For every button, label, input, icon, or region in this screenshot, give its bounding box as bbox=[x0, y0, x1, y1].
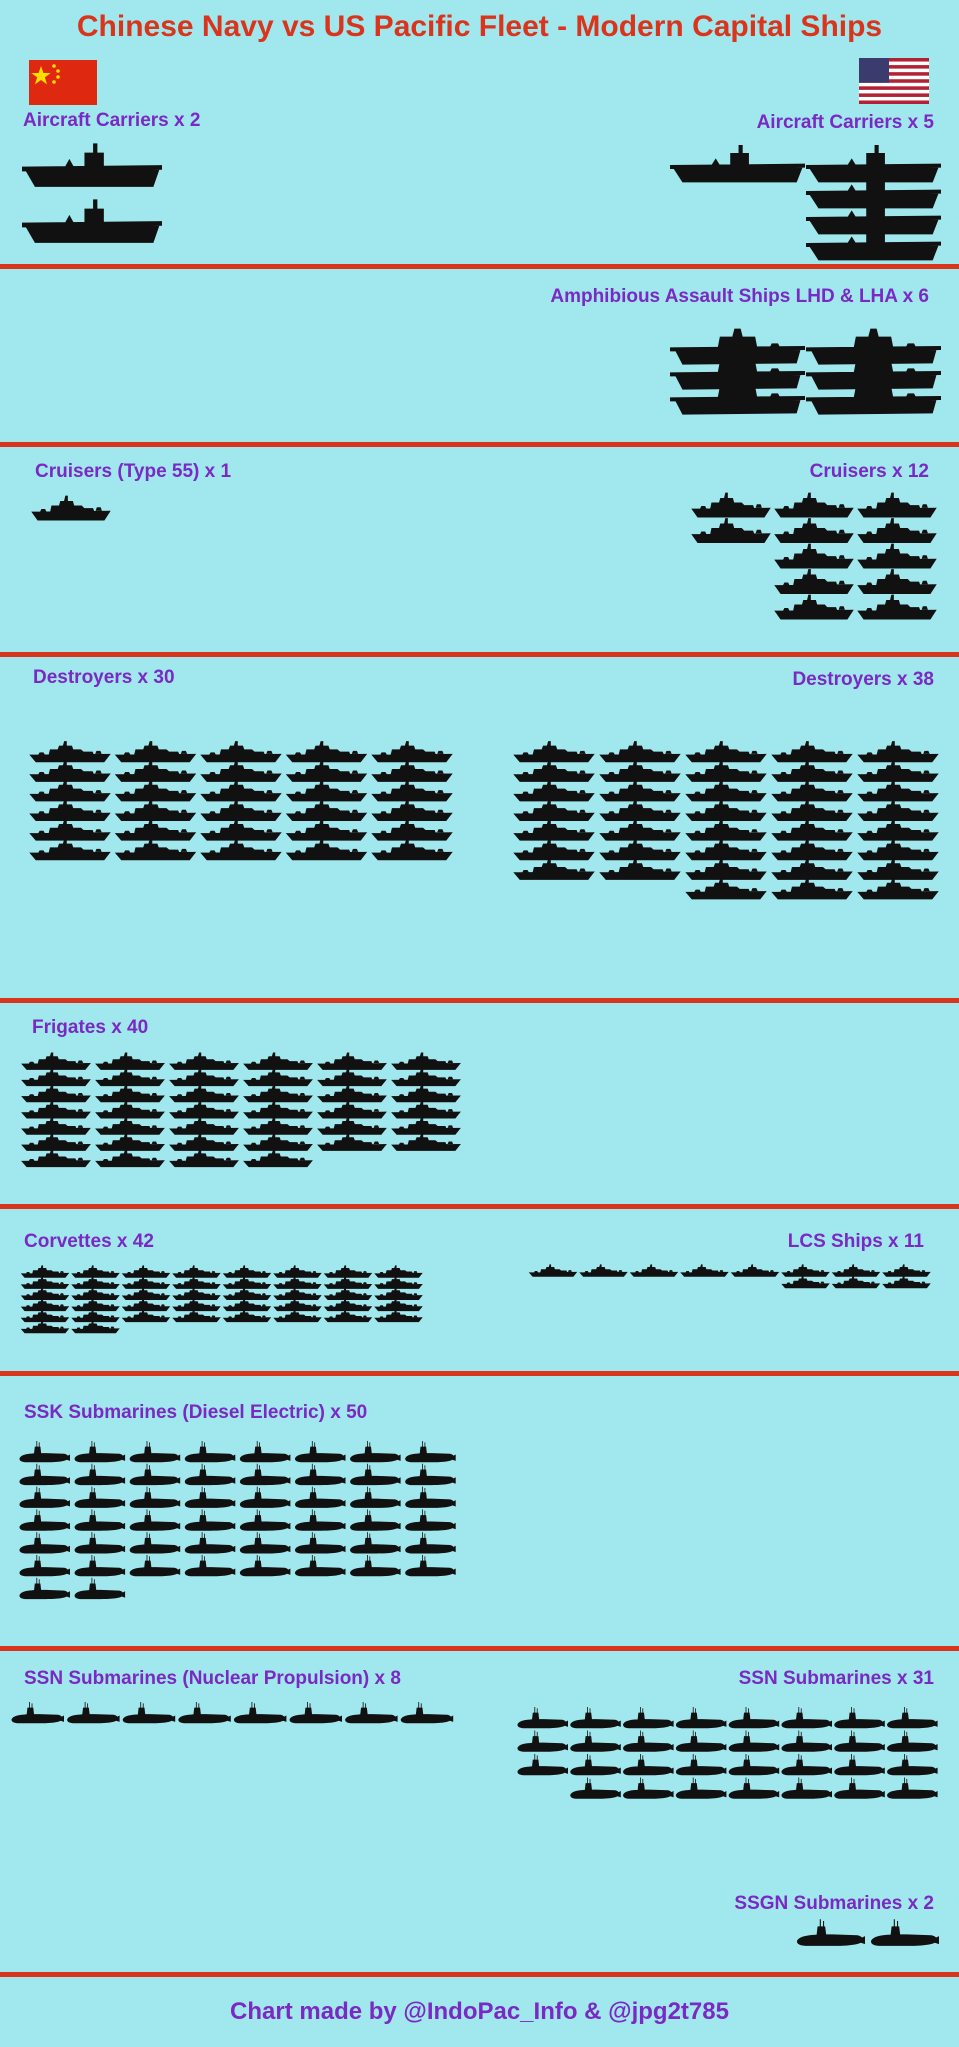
china-corvette-icon bbox=[122, 1265, 170, 1277]
china-destroyer-icon bbox=[286, 839, 367, 860]
us-destroyer-icon bbox=[513, 741, 594, 762]
us-cruiser-icon bbox=[774, 569, 853, 594]
china-frigate-icon bbox=[95, 1117, 165, 1134]
us-destroyer-icon bbox=[599, 859, 680, 880]
china-ssk-icon bbox=[405, 1509, 456, 1530]
china-corvette-icon bbox=[223, 1265, 271, 1277]
china-frigate-icon bbox=[169, 1101, 239, 1118]
china-corvette-icon bbox=[71, 1265, 119, 1277]
us-destroyer-icon bbox=[685, 741, 766, 762]
china-frigate-icon bbox=[169, 1117, 239, 1134]
us-ssgn-icon bbox=[797, 1919, 865, 1946]
china-ssk-icon bbox=[75, 1509, 126, 1530]
us-destroyer-icon bbox=[771, 839, 852, 860]
us-lcs-icon bbox=[781, 1276, 829, 1288]
china-corvette-icon bbox=[223, 1310, 271, 1322]
china-destroyer-icon bbox=[29, 819, 110, 840]
us-ssn-icon bbox=[623, 1754, 674, 1775]
china-ssk-icon bbox=[350, 1441, 401, 1462]
china-ssn-icon bbox=[178, 1702, 230, 1723]
us-cruiser-icon bbox=[857, 595, 936, 620]
china-carrier-icon bbox=[22, 199, 162, 243]
china-corvette-icon bbox=[223, 1276, 271, 1288]
china-ssn-icon bbox=[234, 1702, 286, 1723]
china-ssk-icon bbox=[19, 1441, 70, 1462]
china-corvettes-label: Corvettes x 42 bbox=[24, 1231, 154, 1252]
china-corvette-icon bbox=[324, 1288, 372, 1300]
us-ssn-icon bbox=[729, 1730, 780, 1751]
china-corvette-icon bbox=[122, 1288, 170, 1300]
us-lcs-icon bbox=[781, 1264, 829, 1276]
china-destroyer-icon bbox=[200, 761, 281, 782]
china-corvette-icon bbox=[324, 1265, 372, 1277]
china-frigate-icon bbox=[243, 1133, 313, 1150]
china-destroyer-icon bbox=[371, 800, 452, 821]
us-cruiser-icon bbox=[857, 493, 936, 518]
china-ssn-icon bbox=[12, 1702, 64, 1723]
us-destroyer-icon bbox=[857, 819, 938, 840]
us-ssn-icon bbox=[781, 1754, 832, 1775]
china-destroyer-icon bbox=[115, 780, 196, 801]
us-ssn-icon bbox=[676, 1707, 727, 1728]
china-ssn-icon bbox=[290, 1702, 342, 1723]
china-ssk-icon bbox=[185, 1441, 236, 1462]
us-destroyer-icon bbox=[771, 800, 852, 821]
china-ssn-icon bbox=[123, 1702, 175, 1723]
china-destroyer-icon bbox=[286, 819, 367, 840]
china-corvette-icon bbox=[273, 1265, 321, 1277]
us-ssn-icon bbox=[570, 1730, 621, 1751]
china-frigate-icon bbox=[391, 1117, 461, 1134]
china-corvette-icon bbox=[122, 1276, 170, 1288]
us-lcs-icon bbox=[832, 1276, 880, 1288]
us-ssn-icon bbox=[729, 1707, 780, 1728]
china-ssn-icon bbox=[67, 1702, 119, 1723]
china-destroyer-icon bbox=[200, 819, 281, 840]
china-ssk-icon bbox=[185, 1509, 236, 1530]
us-ssn-icon bbox=[729, 1754, 780, 1775]
china-carrier-icon bbox=[22, 143, 162, 187]
china-ssk-icon bbox=[130, 1509, 181, 1530]
china-ssk-icon bbox=[350, 1555, 401, 1576]
china-corvette-icon bbox=[71, 1310, 119, 1322]
china-frigate-icon bbox=[169, 1133, 239, 1150]
us-ssn-icon bbox=[570, 1777, 621, 1798]
china-frigate-icon bbox=[317, 1069, 387, 1086]
us-cruiser-icon bbox=[774, 544, 853, 569]
china-destroyer-icon bbox=[115, 800, 196, 821]
us-lcs-label: LCS Ships x 11 bbox=[787, 1231, 924, 1252]
china-destroyer-icon bbox=[371, 819, 452, 840]
china-ssk-icon bbox=[405, 1441, 456, 1462]
us-lcs-icon bbox=[731, 1264, 779, 1276]
us-ssn-icon bbox=[623, 1777, 674, 1798]
china-destroyer-icon bbox=[200, 839, 281, 860]
china-frigate-icon bbox=[21, 1150, 91, 1167]
china-corvette-icon bbox=[172, 1310, 220, 1322]
china-ssk-icon bbox=[295, 1555, 346, 1576]
china-corvette-icon bbox=[122, 1310, 170, 1322]
us-ssn-icon bbox=[834, 1730, 885, 1751]
us-ssn-icon bbox=[517, 1730, 568, 1751]
china-corvette-icon bbox=[172, 1299, 220, 1311]
us-destroyer-icon bbox=[771, 761, 852, 782]
us-ssn-icon bbox=[887, 1777, 938, 1798]
china-corvette-icon bbox=[223, 1288, 271, 1300]
us-ssn-icon bbox=[676, 1754, 727, 1775]
china-destroyer-icon bbox=[29, 761, 110, 782]
us-destroyer-icon bbox=[857, 859, 938, 880]
china-ssk-icon bbox=[295, 1509, 346, 1530]
china-corvette-icon bbox=[21, 1288, 69, 1300]
china-frigate-icon bbox=[391, 1069, 461, 1086]
china-corvette-icon bbox=[273, 1299, 321, 1311]
us-lcs-icon bbox=[882, 1264, 930, 1276]
china-cruisers-label: Cruisers (Type 55) x 1 bbox=[35, 461, 232, 482]
us-cruiser-icon bbox=[857, 544, 936, 569]
china-frigate-icon bbox=[317, 1117, 387, 1134]
us-ssgn-icon bbox=[871, 1919, 939, 1946]
china-frigate-icon bbox=[21, 1133, 91, 1150]
china-frigate-icon bbox=[391, 1052, 461, 1069]
china-frigate-icon bbox=[21, 1117, 91, 1134]
us-destroyer-icon bbox=[599, 839, 680, 860]
us-ssn-icon bbox=[834, 1777, 885, 1798]
us-carriers-label: Aircraft Carriers x 5 bbox=[756, 112, 934, 133]
china-frigate-icon bbox=[391, 1085, 461, 1102]
china-ssk-icon bbox=[240, 1464, 291, 1485]
china-destroyer-icon bbox=[200, 800, 281, 821]
us-destroyer-icon bbox=[771, 859, 852, 880]
us-lcs-icon bbox=[579, 1264, 627, 1276]
us-carrier-icon bbox=[806, 145, 941, 182]
us-ssn-icon bbox=[887, 1730, 938, 1751]
china-corvette-icon bbox=[172, 1276, 220, 1288]
us-cruiser-icon bbox=[691, 518, 770, 543]
china-destroyer-icon bbox=[115, 819, 196, 840]
china-destroyer-icon bbox=[115, 761, 196, 782]
china-frigate-icon bbox=[243, 1150, 313, 1167]
us-ssn-icon bbox=[729, 1777, 780, 1798]
china-ssk-icon bbox=[130, 1464, 181, 1485]
us-destroyer-icon bbox=[771, 741, 852, 762]
china-frigate-icon bbox=[169, 1069, 239, 1086]
us-ssn-icon bbox=[887, 1754, 938, 1775]
us-ssn-icon bbox=[623, 1730, 674, 1751]
china-destroyer-icon bbox=[200, 780, 281, 801]
us-ssn-icon bbox=[517, 1754, 568, 1775]
china-ssk-icon bbox=[130, 1532, 181, 1553]
us-carrier-icon bbox=[670, 145, 805, 182]
china-ssk-icon bbox=[19, 1464, 70, 1485]
us-ssn-icon bbox=[676, 1730, 727, 1751]
china-ssn-icon bbox=[401, 1702, 453, 1723]
china-corvette-icon bbox=[71, 1299, 119, 1311]
china-ssk-icon bbox=[350, 1509, 401, 1530]
us-destroyer-icon bbox=[685, 800, 766, 821]
china-corvette-icon bbox=[273, 1276, 321, 1288]
china-destroyer-icon bbox=[200, 741, 281, 762]
china-destroyer-icon bbox=[371, 761, 452, 782]
china-ssk-icon bbox=[295, 1532, 346, 1553]
us-ssn-icon bbox=[781, 1777, 832, 1798]
china-frigate-icon bbox=[391, 1133, 461, 1150]
china-ssk-icon bbox=[295, 1487, 346, 1508]
china-corvette-icon bbox=[21, 1265, 69, 1277]
china-frigate-icon bbox=[95, 1101, 165, 1118]
china-ssk-icon bbox=[19, 1487, 70, 1508]
china-corvette-icon bbox=[324, 1310, 372, 1322]
china-corvette-icon bbox=[172, 1288, 220, 1300]
china-frigate-icon bbox=[95, 1133, 165, 1150]
us-amphibious-label: Amphibious Assault Ships LHD & LHA x 6 bbox=[550, 286, 929, 307]
china-ssk-icon bbox=[350, 1464, 401, 1485]
us-destroyer-icon bbox=[685, 839, 766, 860]
china-ssk-icon bbox=[19, 1578, 70, 1599]
china-frigate-icon bbox=[317, 1085, 387, 1102]
us-ssn-icon bbox=[834, 1754, 885, 1775]
us-ssn-icon bbox=[781, 1730, 832, 1751]
us-destroyer-icon bbox=[685, 780, 766, 801]
china-ssk-icon bbox=[75, 1441, 126, 1462]
china-frigate-icon bbox=[169, 1150, 239, 1167]
china-ssk-icon bbox=[185, 1464, 236, 1485]
us-destroyer-icon bbox=[599, 800, 680, 821]
china-ssk-icon bbox=[19, 1509, 70, 1530]
us-destroyer-icon bbox=[771, 878, 852, 899]
china-frigate-icon bbox=[21, 1069, 91, 1086]
china-ssk-icon bbox=[75, 1555, 126, 1576]
china-corvette-icon bbox=[122, 1299, 170, 1311]
us-destroyer-icon bbox=[513, 839, 594, 860]
us-cruiser-icon bbox=[774, 595, 853, 620]
us-cruiser-icon bbox=[857, 518, 936, 543]
us-ssn-icon bbox=[623, 1707, 674, 1728]
china-destroyer-icon bbox=[371, 780, 452, 801]
china-corvette-icon bbox=[172, 1265, 220, 1277]
us-destroyer-icon bbox=[857, 878, 938, 899]
china-ssk-icon bbox=[75, 1464, 126, 1485]
us-destroyer-icon bbox=[685, 878, 766, 899]
china-frigate-icon bbox=[317, 1101, 387, 1118]
us-cruisers-label: Cruisers x 12 bbox=[809, 461, 929, 482]
us-destroyer-icon bbox=[857, 800, 938, 821]
us-destroyer-icon bbox=[771, 819, 852, 840]
us-destroyer-icon bbox=[513, 859, 594, 880]
china-corvette-icon bbox=[21, 1299, 69, 1311]
china-ssk-icon bbox=[130, 1487, 181, 1508]
china-corvette-icon bbox=[71, 1276, 119, 1288]
china-frigate-icon bbox=[21, 1085, 91, 1102]
china-frigate-icon bbox=[169, 1085, 239, 1102]
us-ssn-icon bbox=[517, 1707, 568, 1728]
us-ssn-icon bbox=[834, 1707, 885, 1728]
china-ssk-icon bbox=[75, 1578, 126, 1599]
china-frigate-icon bbox=[243, 1069, 313, 1086]
china-corvette-icon bbox=[374, 1299, 422, 1311]
china-destroyer-icon bbox=[29, 741, 110, 762]
us-destroyer-icon bbox=[771, 780, 852, 801]
china-frigate-icon bbox=[243, 1101, 313, 1118]
us-lcs-icon bbox=[832, 1264, 880, 1276]
china-frigate-icon bbox=[21, 1052, 91, 1069]
china-frigate-icon bbox=[391, 1101, 461, 1118]
china-ssk-icon bbox=[75, 1487, 126, 1508]
china-frigate-icon bbox=[243, 1052, 313, 1069]
china-ssk-icon bbox=[185, 1487, 236, 1508]
us-cruiser-icon bbox=[774, 493, 853, 518]
china-corvette-icon bbox=[71, 1288, 119, 1300]
china-ssk-icon bbox=[19, 1532, 70, 1553]
china-cruiser-icon bbox=[31, 496, 110, 521]
china-corvette-icon bbox=[21, 1321, 69, 1333]
us-destroyer-icon bbox=[513, 761, 594, 782]
china-frigate-icon bbox=[243, 1117, 313, 1134]
china-corvette-icon bbox=[223, 1299, 271, 1311]
china-ssk-icon bbox=[185, 1532, 236, 1553]
china-ssk-icon bbox=[240, 1532, 291, 1553]
us-destroyer-icon bbox=[599, 780, 680, 801]
china-ssk-icon bbox=[130, 1441, 181, 1462]
china-frigate-icon bbox=[169, 1052, 239, 1069]
us-cruiser-icon bbox=[857, 569, 936, 594]
china-ssk-icon bbox=[185, 1555, 236, 1576]
china-carriers-label: Aircraft Carriers x 2 bbox=[23, 110, 201, 131]
china-destroyer-icon bbox=[371, 741, 452, 762]
us-ssn-icon bbox=[676, 1777, 727, 1798]
china-corvette-icon bbox=[374, 1265, 422, 1277]
china-ssk-icon bbox=[405, 1555, 456, 1576]
china-ssk-icon bbox=[405, 1487, 456, 1508]
china-frigate-icon bbox=[21, 1101, 91, 1118]
us-destroyer-icon bbox=[599, 761, 680, 782]
china-frigate-icon bbox=[317, 1133, 387, 1150]
china-ssk-label: SSK Submarines (Diesel Electric) x 50 bbox=[24, 1402, 368, 1423]
china-ssk-icon bbox=[240, 1487, 291, 1508]
chart-title: Chinese Navy vs US Pacific Fleet - Modern Capital Ships bbox=[76, 10, 883, 43]
us-lcs-icon bbox=[529, 1264, 577, 1276]
china-ssk-icon bbox=[19, 1555, 70, 1576]
us-destroyer-icon bbox=[685, 819, 766, 840]
us-ssn-icon bbox=[570, 1707, 621, 1728]
china-corvette-icon bbox=[374, 1276, 422, 1288]
china-corvette-icon bbox=[324, 1299, 372, 1311]
china-ssk-icon bbox=[295, 1441, 346, 1462]
china-ssn-label: SSN Submarines (Nuclear Propulsion) x 8 bbox=[24, 1668, 401, 1689]
china-ssk-icon bbox=[130, 1555, 181, 1576]
us-destroyer-icon bbox=[685, 859, 766, 880]
china-destroyer-icon bbox=[286, 800, 367, 821]
china-frigate-icon bbox=[95, 1069, 165, 1086]
china-ssk-icon bbox=[75, 1532, 126, 1553]
us-ssn-icon bbox=[781, 1707, 832, 1728]
us-lcs-icon bbox=[630, 1264, 678, 1276]
us-destroyers-label: Destroyers x 38 bbox=[792, 669, 934, 690]
china-frigate-icon bbox=[317, 1052, 387, 1069]
china-corvette-icon bbox=[374, 1288, 422, 1300]
china-corvette-icon bbox=[273, 1288, 321, 1300]
china-destroyer-icon bbox=[286, 761, 367, 782]
china-ssk-icon bbox=[405, 1464, 456, 1485]
china-corvette-icon bbox=[71, 1321, 119, 1333]
us-destroyer-icon bbox=[857, 839, 938, 860]
china-corvette-icon bbox=[21, 1276, 69, 1288]
china-ssk-icon bbox=[350, 1532, 401, 1553]
us-destroyer-icon bbox=[857, 780, 938, 801]
china-corvette-icon bbox=[21, 1310, 69, 1322]
china-corvette-icon bbox=[374, 1310, 422, 1322]
china-destroyer-icon bbox=[115, 741, 196, 762]
china-ssk-icon bbox=[405, 1532, 456, 1553]
chart-credit: Chart made by @IndoPac_Info & @jpg2t785 bbox=[230, 1998, 729, 2025]
china-destroyer-icon bbox=[286, 780, 367, 801]
china-corvette-icon bbox=[324, 1276, 372, 1288]
us-lcs-icon bbox=[882, 1276, 930, 1288]
us-ssn-icon bbox=[570, 1754, 621, 1775]
china-frigate-icon bbox=[95, 1085, 165, 1102]
china-frigate-icon bbox=[95, 1052, 165, 1069]
us-destroyer-icon bbox=[513, 780, 594, 801]
us-destroyer-icon bbox=[599, 819, 680, 840]
us-cruiser-icon bbox=[691, 493, 770, 518]
china-ssk-icon bbox=[240, 1441, 291, 1462]
us-ssn-label: SSN Submarines x 31 bbox=[738, 1668, 934, 1689]
us-lcs-icon bbox=[680, 1264, 728, 1276]
us-cruiser-icon bbox=[774, 518, 853, 543]
china-destroyer-icon bbox=[115, 839, 196, 860]
china-frigate-icon bbox=[243, 1085, 313, 1102]
china-destroyer-icon bbox=[286, 741, 367, 762]
us-destroyer-icon bbox=[857, 741, 938, 762]
china-ssk-icon bbox=[240, 1509, 291, 1530]
us-destroyer-icon bbox=[599, 741, 680, 762]
china-destroyer-icon bbox=[29, 839, 110, 860]
china-destroyer-icon bbox=[29, 800, 110, 821]
china-frigates-label: Frigates x 40 bbox=[32, 1017, 149, 1038]
us-ssgn-label: SSGN Submarines x 2 bbox=[734, 1893, 934, 1914]
us-ssn-icon bbox=[887, 1707, 938, 1728]
us-destroyer-icon bbox=[857, 761, 938, 782]
china-ssk-icon bbox=[350, 1487, 401, 1508]
us-destroyer-icon bbox=[513, 819, 594, 840]
china-ssk-icon bbox=[295, 1464, 346, 1485]
china-corvette-icon bbox=[273, 1310, 321, 1322]
china-destroyers-label: Destroyers x 30 bbox=[33, 667, 175, 688]
china-destroyer-icon bbox=[29, 780, 110, 801]
china-frigate-icon bbox=[95, 1150, 165, 1167]
china-destroyer-icon bbox=[371, 839, 452, 860]
china-ssk-icon bbox=[240, 1555, 291, 1576]
china-ssn-icon bbox=[345, 1702, 397, 1723]
us-destroyer-icon bbox=[685, 761, 766, 782]
us-destroyer-icon bbox=[513, 800, 594, 821]
